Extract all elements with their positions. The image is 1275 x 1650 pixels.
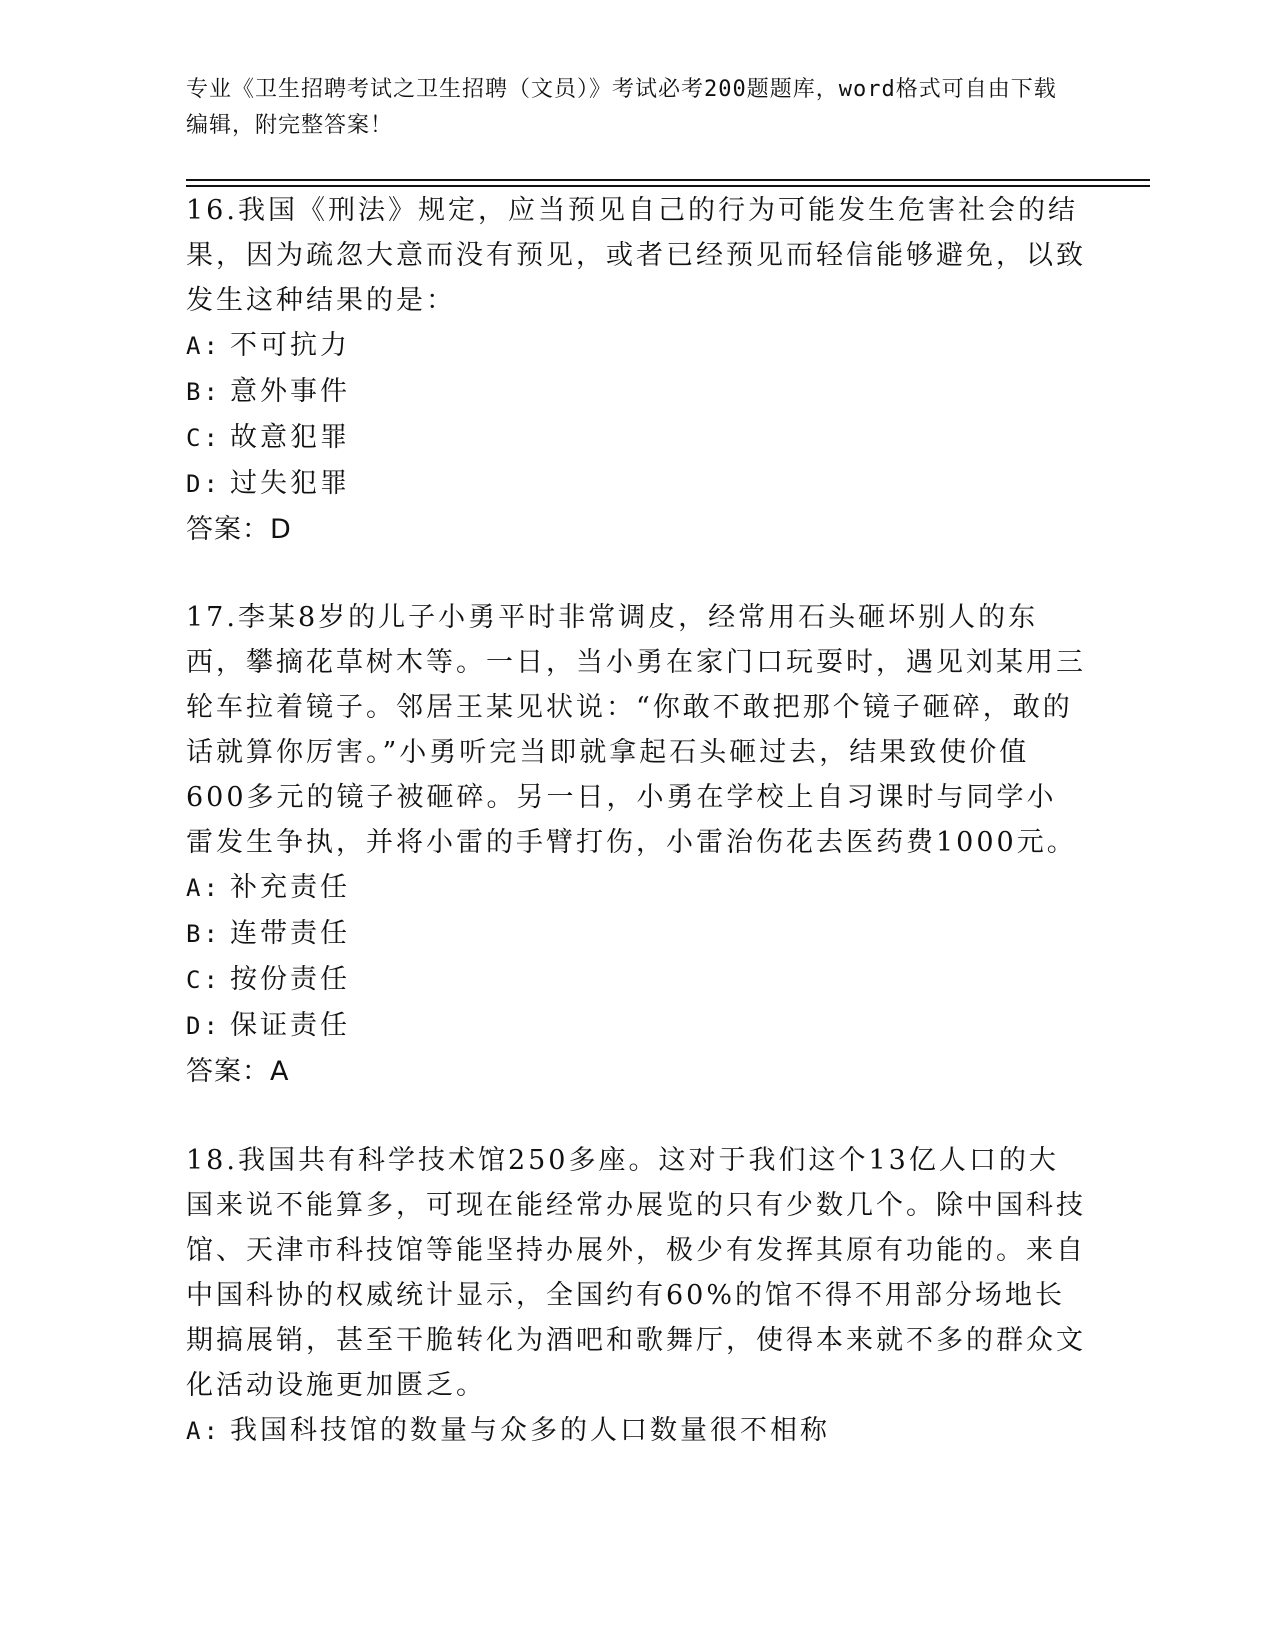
question-stem: 16.我国《刑法》规定，应当预见自己的行为可能发生危害社会的结果，因为疏忽大意而没有预见，或者已经预见而轻信能够避免，以致发生这种结果的是： [186,195,1086,316]
question-17 [186,595,1086,1094]
option-text: 意外事件 [230,376,350,407]
option-c [186,957,1086,1003]
question-16 [186,188,1086,552]
question-stem: 18.我国共有科学技术馆250多座。这对于我们这个13亿人口的大国来说不能算多，可现在能经常办展览的只有少数几个。除中国科技馆、天津市科技馆等能坚持办展外，极少有发挥其原有功能的。来自中国科协的权威统计显示，全国约有60%的馆不得不用部分场地长期搞展销，甚至干脆转化为酒吧和歌舞厅，使得本来就不多的群众文化活动设施更加匮乏。 [186,1145,1086,1401]
option-text: 连带责任 [230,918,350,949]
option-d [186,461,1086,507]
option-b [186,911,1086,957]
option-label: D: [186,1012,221,1040]
question-18 [186,1138,1086,1454]
option-text: 不可抗力 [230,330,350,361]
option-b [186,369,1086,415]
option-c [186,415,1086,461]
document-header: 专业《卫生招聘考试之卫生招聘（文员）》考试必考200题题库，word格式可自由下载编辑，附完整答案！ [186,77,1057,138]
question-stem: 17.李某8岁的儿子小勇平时非常调皮，经常用石头砸坏别人的东西，攀摘花草树木等。一日，当小勇在家门口玩耍时，遇见刘某用三轮车拉着镜子。邻居王某见状说：“你敢不敢把那个镜子砸碎，敢的话就算你厉害。”小勇听完当即就拿起石头砸过去，结果致使价值600多元的镜子被砸碎。另一日，小勇在学校上自习课时与同学小雷发生争执，并将小雷的手臂打伤，小雷治伤花去医药费1000元。 [186,602,1086,858]
option-text: 按份责任 [230,964,350,995]
option-label: A: [186,874,221,902]
header-rule-bottom [186,185,1150,187]
option-label: C: [186,966,221,994]
option-a [186,323,1086,369]
option-label: A: [186,1417,221,1445]
option-d [186,1003,1086,1049]
option-label: B: [186,378,221,406]
answer-line: 答案：A [186,1056,290,1087]
option-a [186,865,1086,911]
option-text: 保证责任 [230,1010,350,1041]
option-text: 过失犯罪 [230,468,350,499]
option-label: D: [186,470,221,498]
option-text: 补充责任 [230,872,350,903]
header-rule-top [186,179,1150,181]
answer-line: 答案：D [186,514,292,545]
option-text: 我国科技馆的数量与众多的人口数量很不相称 [230,1415,830,1446]
option-text: 故意犯罪 [230,422,350,453]
option-label: C: [186,424,221,452]
option-label: A: [186,332,221,360]
option-a [186,1408,1086,1454]
option-label: B: [186,920,221,948]
